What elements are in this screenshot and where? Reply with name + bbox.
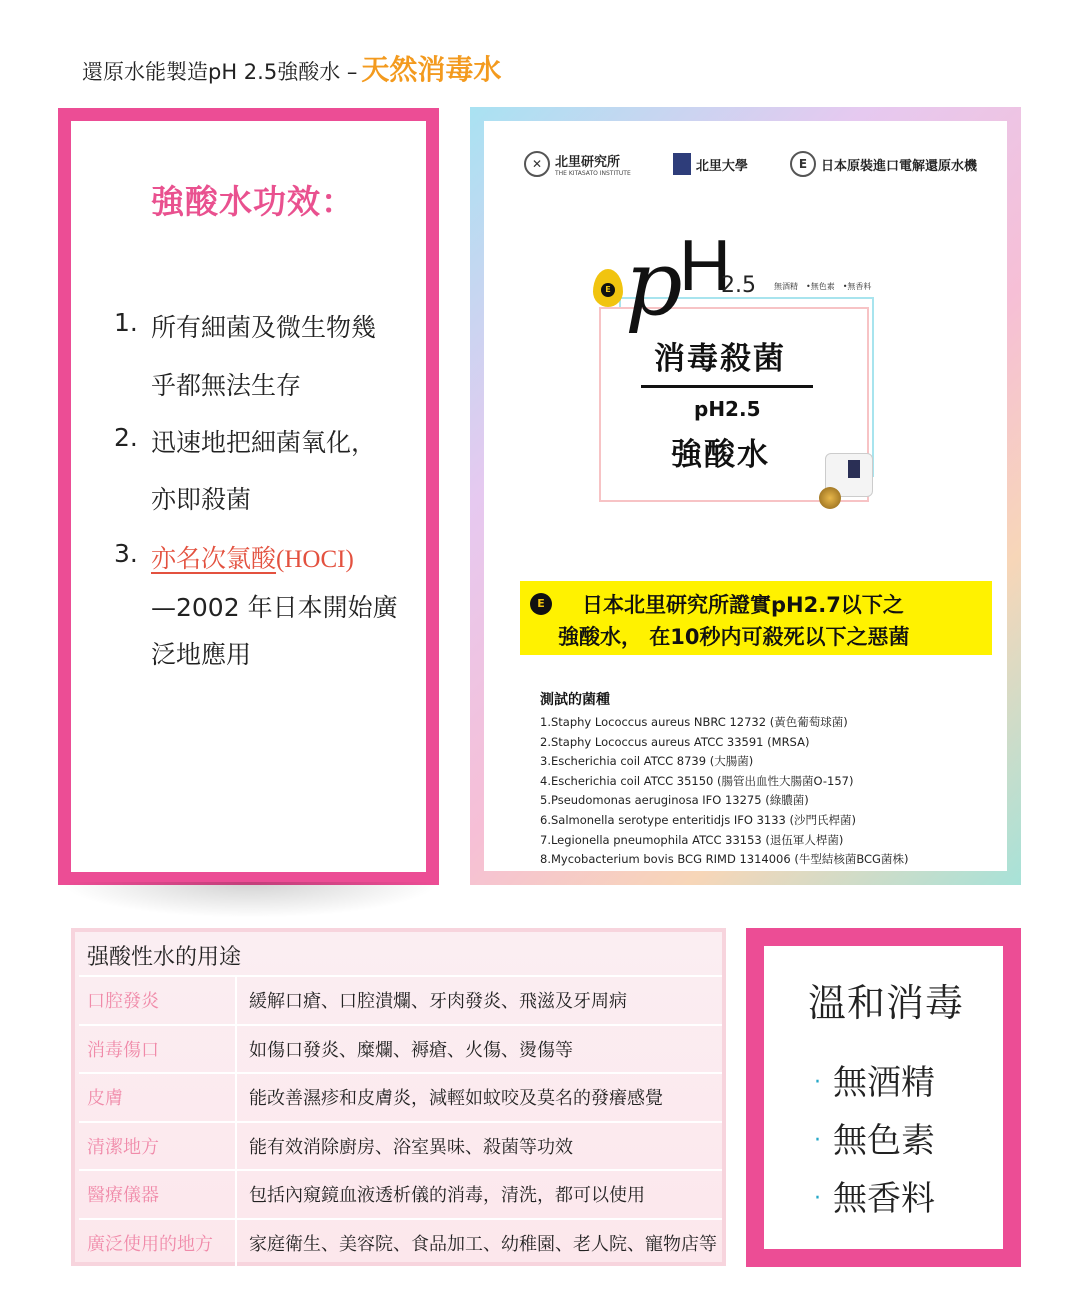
test-strain-item: 1.Staphy Lococcus aureus NBRC 12732 (黃色葡萄球菌) (540, 715, 848, 729)
effect-1-line-2: 乎都無法生存 (151, 371, 302, 400)
test-strains-list (540, 713, 908, 870)
test-strain-item: 7.Legionella pneumophila ATCC 33153 (退伍軍人桿菌) (540, 832, 844, 847)
uses-description: 如傷口發炎、糜爛、褥瘡、火傷、燙傷等 (236, 1025, 722, 1074)
gold-seal-icon (819, 487, 841, 509)
effect-2-line-2: 亦即殺菌 (151, 485, 252, 514)
uses-row (79, 1122, 722, 1171)
test-strains-title: 測試的菌種 (540, 692, 610, 708)
uses-title: 强酸性水的用途 (87, 945, 242, 970)
test-strain-item: 6.Salmonella serotype enteritidjs IFO 3133 (沙門氏桿菌) (540, 812, 856, 827)
effects-title: 強酸水功效： (151, 182, 355, 221)
effect-3-number: 3. (114, 539, 138, 568)
mild-title: 溫和消毒 (808, 981, 965, 1025)
effects-panel-shadow (60, 882, 440, 918)
uses-row (79, 1170, 722, 1219)
logo-e-brand-name: 日本原裝進口電解還原水機 (820, 158, 977, 174)
uses-category: 廣泛使用的地方 (79, 1219, 236, 1268)
uses-row (79, 1025, 722, 1074)
header-lead-text: 還原水能製造pH 2.5強酸水 – (82, 60, 358, 84)
ph-graphic (589, 226, 899, 527)
uses-row (79, 976, 722, 1025)
uses-category: 皮膚 (79, 1073, 236, 1122)
header-highlight-text: 天然消毒水 (361, 53, 502, 86)
bullet-dot-icon: · (814, 1186, 821, 1211)
water-machine-screen (848, 460, 860, 478)
uses-description: 能改善濕疹和皮膚炎，減輕如蚊咬及莫名的發癢感覺 (236, 1073, 722, 1122)
e-logo-icon: E (790, 151, 816, 177)
mild-feature-label: 無色素 (833, 1121, 935, 1161)
effect-3-line-2: 泛地應用 (151, 640, 252, 669)
kitasato-crest-icon: ✕ (524, 151, 550, 177)
uses-description: 能有效消除廚房、浴室異味、殺菌等功效 (236, 1122, 722, 1171)
water-drop-icon (593, 269, 623, 307)
bullet-dot-icon: · (814, 1070, 821, 1095)
effect-1-number: 1. (114, 308, 138, 337)
mild-disinfection-panel (746, 928, 1021, 1267)
ph-letter-p: p (625, 231, 683, 336)
box-title: 消毒殺菌 (654, 341, 786, 377)
ph-letter-h: H (679, 226, 731, 306)
logo-e-brand (790, 151, 977, 177)
ph-tags: 無酒精 •無色素 •無香料 (774, 282, 872, 291)
uses-table (79, 975, 722, 1267)
ph-value: 2.5 (721, 273, 756, 298)
logo-kitasato-university (673, 153, 748, 175)
effect-3-hocl-name: 亦名次氯酸 (151, 544, 277, 573)
test-strain-item: 4.Escherichia coil ATCC 35150 (腸管出血性大腸菌O-157) (540, 773, 854, 788)
test-strain-item: 2.Staphy Lococcus aureus ATCC 33591 (MRSA) (540, 734, 810, 749)
band-e-logo-icon: E (530, 593, 552, 615)
test-strain-item: 8.Mycobacterium bovis BCG RIMD 1314006 (牛型結核菌BCG菌株) (540, 852, 909, 867)
mild-feature-label: 無香料 (833, 1179, 935, 1219)
uses-category: 醫療儀器 (79, 1170, 236, 1219)
bullet-dot-icon: · (814, 1128, 821, 1153)
mild-feature-item (814, 1054, 935, 1112)
uses-description: 緩解口瘡、口腔潰爛、牙肉發炎、飛滋及牙周病 (236, 976, 722, 1025)
effect-3-hocl-formula: (HOCI) (276, 546, 354, 573)
mild-feature-item (814, 1112, 935, 1170)
effect-2-line-1: 迅速地把細菌氧化， (151, 428, 377, 457)
effects-panel (58, 108, 439, 885)
poster-logo-row (524, 151, 977, 177)
box-ph: pH2.5 (694, 397, 761, 421)
effect-1-line-1: 所有細菌及微生物幾 (151, 313, 377, 342)
band-line-2: 強酸水， 在10秒内可殺死以下之惡菌 (558, 625, 910, 649)
logo-kitasato-institute-sub: THE KITASATO INSTITUTE (555, 170, 631, 177)
logo-kitasato-institute (524, 151, 631, 177)
mild-feature-label: 無酒精 (833, 1063, 935, 1103)
poster-frame (470, 107, 1021, 885)
uses-category: 清潔地方 (79, 1122, 236, 1171)
effect-2-number: 2. (114, 423, 138, 452)
band-line-1: 日本北里研究所證實pH2.7以下之 (582, 593, 904, 617)
kitasato-claim-band (520, 581, 992, 655)
logo-kitasato-university-name: 北里大學 (695, 158, 748, 174)
poster (484, 121, 1007, 871)
uses-category: 消毒傷口 (79, 1025, 236, 1074)
box-divider (641, 385, 813, 388)
uses-row (79, 1219, 722, 1268)
kitasato-university-icon (673, 153, 691, 175)
uses-description: 家庭衛生、美容院、食品加工、幼稚園、老人院、寵物店等 (236, 1219, 722, 1268)
test-strain-item: 3.Escherichia coil ATCC 8739 (大腸菌) (540, 754, 754, 769)
effect-3-line-1: —2002 年日本開始廣 (151, 593, 398, 622)
test-strain-item: 5.Pseudomonas aeruginosa IFO 13275 (綠膿菌) (540, 793, 809, 808)
uses-description: 包括內窺鏡血液透析儀的消毒，清洗，都可以使用 (236, 1170, 722, 1219)
logo-kitasato-institute-name: 北里研究所 (555, 155, 621, 170)
drop-e-letter: E (601, 283, 615, 297)
page-header (82, 48, 501, 88)
mild-feature-item (814, 1170, 935, 1228)
uses-row (79, 1073, 722, 1122)
uses-category: 口腔發炎 (79, 976, 236, 1025)
mild-feature-list (814, 1054, 935, 1228)
effect-3-hocl-line (151, 539, 354, 575)
box-acid: 強酸水 (671, 437, 770, 473)
uses-panel (71, 928, 726, 1266)
